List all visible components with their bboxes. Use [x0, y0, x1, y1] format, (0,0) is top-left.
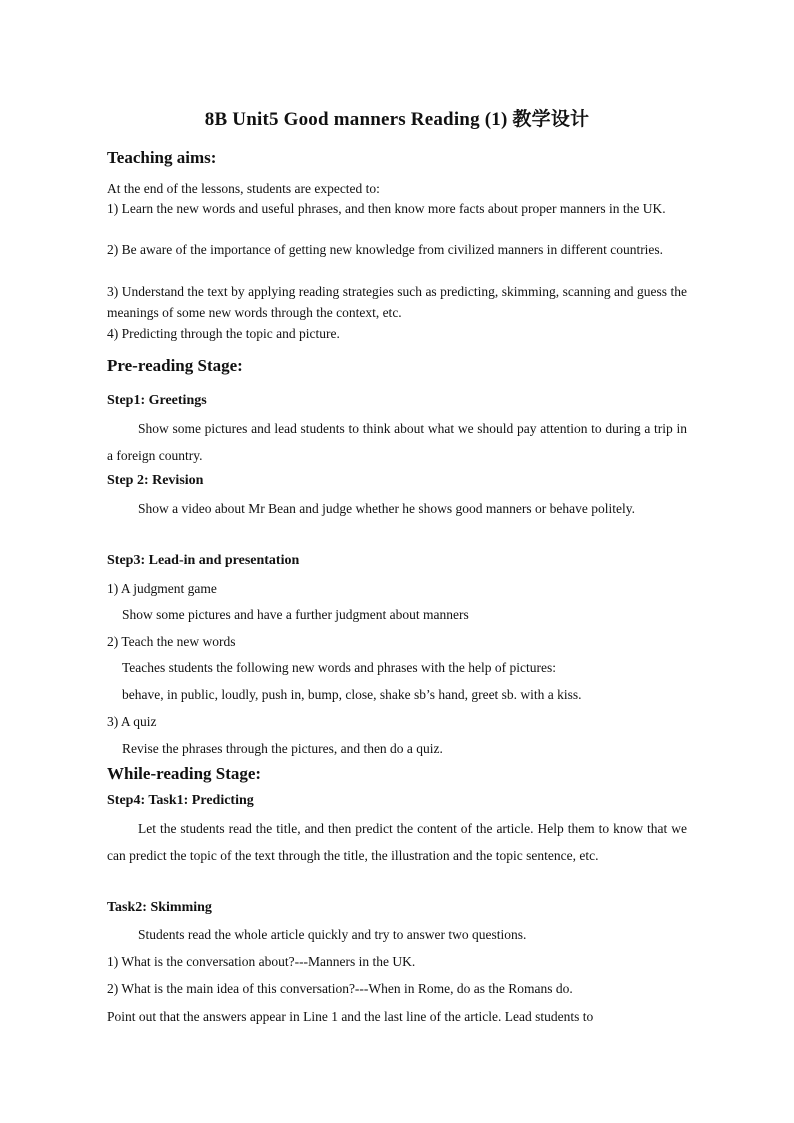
heading-while-reading: While-reading Stage:: [107, 764, 262, 783]
task2-text: Students read the whole article quickly and try to answer two questions.: [138, 927, 527, 942]
step3-sub1-text: Show some pictures and have a further judgment about manners: [122, 607, 469, 622]
step3-sub3-label: 3) A quiz: [107, 714, 157, 729]
aim-item-3: 3) Understand the text by applying reading strategies such as predicting, skimming, scanning and guess the meanings of some new words through the context, etc.: [107, 284, 687, 320]
document-title: 8B Unit5 Good manners Reading (1) 教学设计: [204, 109, 590, 130]
step2-text: Show a video about Mr Bean and judge whether he shows good manners or behave politely.: [138, 501, 636, 516]
task2-title: Task2: Skimming: [107, 900, 212, 915]
step2-title: Step 2: Revision: [107, 473, 204, 488]
step3-sub2-label: 2) Teach the new words: [107, 634, 236, 649]
step3-sub2-text2: behave, in public, loudly, push in, bump, close, shake sb’s hand, greet sb. with a kiss.: [122, 687, 582, 702]
task2-question-2: 2) What is the main idea of this conversation?---When in Rome, do as the Romans do.: [107, 981, 573, 996]
step1-title: Step1: Greetings: [107, 393, 207, 408]
step3-sub1-label: 1) A judgment game: [107, 581, 217, 596]
aim-item-2: 2) Be aware of the importance of getting new knowledge from civilized manners in different countries.: [107, 242, 664, 257]
task2-question-1: 1) What is the conversation about?---Manners in the UK.: [107, 954, 416, 969]
step3-title: Step3: Lead-in and presentation: [107, 553, 300, 568]
step4-text: Let the students read the title, and then predict the content of the article. Help them to know that we can predict the topic of the text through the title, the illustration and the topic sentence, etc.: [107, 821, 687, 863]
step3-sub3-text: Revise the phrases through the pictures, and then do a quiz.: [122, 741, 443, 756]
step1-text: Show some pictures and lead students to think about what we should pay attention to during a trip in a foreign country.: [107, 421, 687, 463]
aim-item-4: 4) Predicting through the topic and picture.: [107, 326, 340, 341]
heading-pre-reading: Pre-reading Stage:: [107, 356, 243, 375]
aim-item-1: 1) Learn the new words and useful phrases, and then know more facts about proper manners in the UK.: [107, 201, 666, 216]
step3-sub2-text1: Teaches students the following new words and phrases with the help of pictures:: [122, 660, 556, 675]
heading-teaching-aims: Teaching aims:: [107, 148, 217, 167]
step4-title: Step4: Task1: Predicting: [107, 793, 254, 808]
aims-intro: At the end of the lessons, students are expected to:: [107, 181, 380, 196]
task2-point: Point out that the answers appear in Line 1 and the last line of the article. Lead students to: [107, 1009, 594, 1024]
